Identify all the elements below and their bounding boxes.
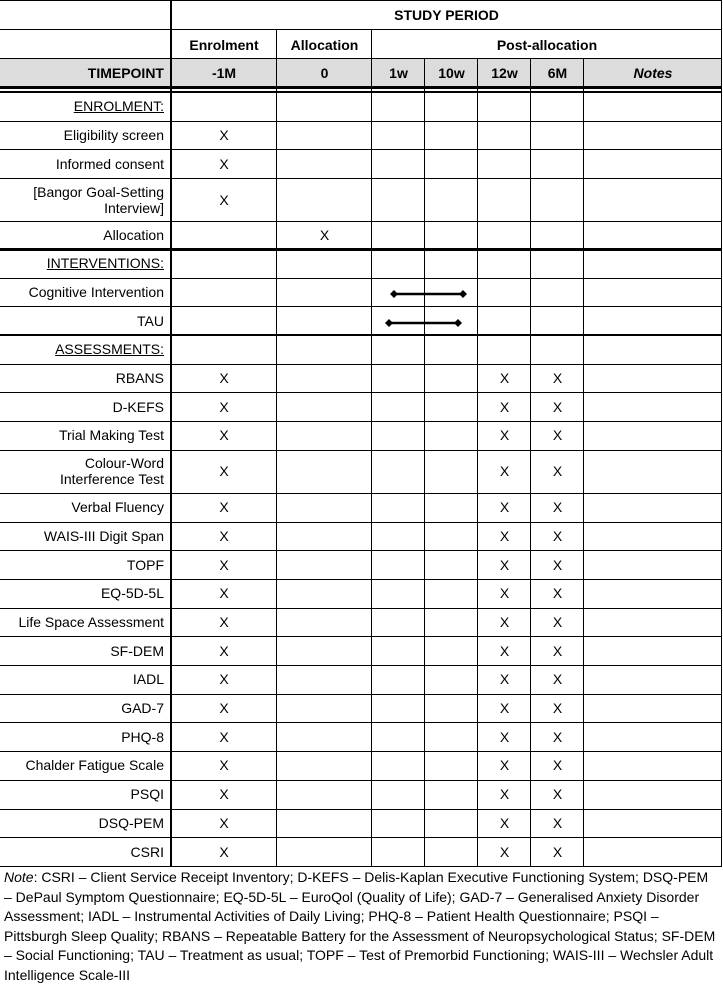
mark-x: X [552,814,563,831]
grid-line [0,866,722,867]
row-label: Verbal Fluency [71,499,164,516]
mark-x: X [552,499,563,516]
grid-line [0,636,722,637]
mark-x: X [219,191,229,208]
grid-line [0,278,722,279]
header-notes: Notes [633,65,673,81]
timepoint-3: 10w [438,65,465,81]
mark-x: X [499,700,510,717]
mark-x: X [552,370,563,387]
section-title-0: ENROLMENT: [73,98,164,115]
header-enrolment: Enrolment [189,36,259,53]
mark-x: X [219,585,229,602]
grid-line [0,250,722,251]
row-label: Colour-Word Interference Test [59,455,164,488]
table-note [4,868,718,986]
mark-x: X [552,642,563,659]
mark-x: X [552,671,563,688]
grid-line-vertical [530,58,531,867]
grid-line [0,751,722,752]
row-label: CSRI [130,843,164,860]
grid-line [0,608,722,609]
grid-line [0,522,722,523]
mark-x: X [552,463,563,480]
mark-x: X [219,370,229,387]
mark-x: X [219,127,229,144]
header-post-allocation: Post-allocation [496,36,598,53]
timepoint-2: 1w [389,65,408,81]
mark-x: X [219,843,229,860]
row-label: PSQI [130,786,164,803]
mark-x: X [499,427,510,444]
row-label: GAD-7 [121,700,164,717]
mark-x: X [552,556,563,573]
header-timepoint-label: TIMEPOINT [87,65,164,81]
mark-x: X [552,585,563,602]
mark-x: X [499,585,510,602]
grid-line-vertical [276,29,277,867]
duration-start-diamond [390,290,398,298]
timepoint-4: 12w [491,65,518,81]
header-allocation: Allocation [290,36,359,53]
mark-x: X [219,556,229,573]
mark-x: X [552,398,563,415]
mark-x: X [219,671,229,688]
mark-x: X [552,786,563,803]
grid-line-thick [0,334,722,336]
grid-line [0,421,722,422]
grid-line [0,178,722,179]
mark-x: X [552,613,563,630]
grid-line [0,121,722,122]
row-label: Chalder Fatigue Scale [25,757,164,774]
mark-x: X [552,757,563,774]
grid-line [0,694,722,695]
grid-line-vertical [721,0,722,867]
row-label: Eligibility screen [63,127,164,144]
row-label: DSQ-PEM [98,814,164,831]
mark-x: X [499,463,510,480]
row-label: RBANS [115,370,164,387]
mark-x: X [499,728,510,745]
grid-line [0,0,722,1]
mark-x: X [552,527,563,544]
mark-x: X [219,613,229,630]
grid-line [0,29,722,30]
row-label: Cognitive Intervention [28,284,164,301]
row-label: Trial Making Test [58,427,164,444]
grid-line [0,364,722,365]
grid-line-vertical [477,58,478,867]
grid-line [0,579,722,580]
mark-x: X [499,843,510,860]
duration-start-diamond [385,319,393,327]
mark-x: X [552,427,563,444]
mark-x: X [552,700,563,717]
mark-x: X [499,398,510,415]
mark-x: X [499,370,510,387]
duration-end-diamond [454,319,462,327]
grid-line-thick [0,87,722,89]
row-label: PHQ-8 [121,728,164,745]
row-label: WAIS-III Digit Span [43,527,164,544]
mark-x: X [219,527,229,544]
row-label: TOPF [126,556,164,573]
grid-line [0,780,722,781]
grid-line [0,221,722,222]
grid-line [0,665,722,666]
mark-x: X [219,398,229,415]
mark-x: X [219,642,229,659]
row-label: Life Space Assessment [18,613,164,630]
mark-x: X [499,527,510,544]
mark-x: X [219,757,229,774]
mark-x: X [552,843,563,860]
grid-line-thick [0,91,722,93]
row-label: EQ-5D-5L [100,585,164,602]
grid-line [0,837,722,838]
mark-x: X [499,499,510,516]
header-study-period: STUDY PERIOD [394,7,499,23]
note-text: : CSRI – Client Service Receipt Inventory; D-KEFS – Delis-Kaplan Executive Functioning System; DSQ-PEM – DePaul Symptom Questionnaire; EQ-5D-5L – EuroQol (Quality of Life); GAD-7 – Generalised Anxiety Disorder Assessment; IADL – Instrumental Activities of Daily Living; PHQ-8 – Patient Health Questionnaire; PSQI – Pittsburgh Sleep Quality; RBANS – Repeatable Battery for the Assessment of Neuropsychological Status; SF-DEM – Social Functioning; TAU – Treatment as usual; TOPF – Test of Premorbid Functioning; WAIS-III – Wechsler Adult Intelligence Scale-III [4,869,716,983]
row-label: TAU [137,312,164,329]
grid-line [0,493,722,494]
mark-x: X [219,427,229,444]
mark-x: X [499,642,510,659]
grid-line-thick [0,248,722,250]
grid-line [0,809,722,810]
section-title-1: INTERVENTIONS: [46,255,164,272]
mark-x: X [499,786,510,803]
mark-x: X [219,786,229,803]
mark-x: X [499,814,510,831]
mark-x: X [319,227,330,244]
grid-line [0,392,722,393]
grid-line [0,149,722,150]
section-title-2: ASSESSMENTS: [55,341,164,358]
row-label: Allocation [103,227,164,244]
note-prefix: Note [4,869,34,885]
mark-x: X [499,671,510,688]
mark-x: X [219,499,229,516]
row-label: D-KEFS [112,398,164,415]
mark-x: X [552,728,563,745]
mark-x: X [499,757,510,774]
grid-line [0,450,722,451]
duration-bar [390,289,467,299]
grid-line-vertical [583,58,584,867]
mark-x: X [219,700,229,717]
timepoint-1: 0 [320,65,329,81]
grid-line-vertical [424,58,425,867]
mark-x: X [219,463,229,480]
grid-line-vertical [170,0,172,867]
grid-line [0,722,722,723]
grid-line [0,550,722,551]
grid-line-vertical [371,29,372,867]
mark-x: X [219,814,229,831]
mark-x: X [499,556,510,573]
grid-line [0,306,722,307]
row-label: SF-DEM [110,642,164,659]
grid-line [0,58,722,59]
mark-x: X [219,728,229,745]
duration-end-diamond [459,290,467,298]
timepoint-0: -1M [211,65,237,81]
timepoint-5: 6M [547,65,568,81]
row-label: Informed consent [55,155,164,172]
row-label: [Bangor Goal-Setting Interview] [33,183,164,216]
row-label: IADL [132,671,164,688]
mark-x: X [499,613,510,630]
mark-x: X [219,155,229,172]
